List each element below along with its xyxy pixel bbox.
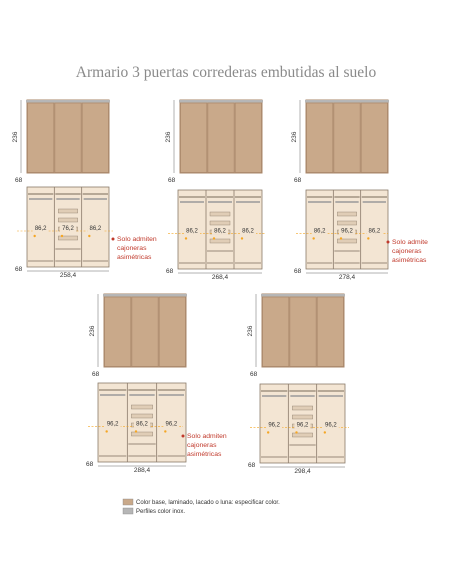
accent-dot <box>367 237 369 239</box>
top-profile <box>261 294 345 297</box>
module-width-label: 96,2 <box>324 422 337 429</box>
module-width-label: 86,2 <box>186 228 198 235</box>
interior-depth-label: 68 <box>166 268 174 275</box>
height-label: 236 <box>165 131 172 143</box>
accent-dot <box>324 431 326 433</box>
accent-dot <box>267 431 269 433</box>
note-text: asimétricas <box>117 254 152 261</box>
sliding-door <box>263 297 289 367</box>
sliding-door <box>334 103 360 173</box>
sliding-door <box>55 103 81 173</box>
note-text: Solo admiten <box>117 236 157 243</box>
interior-depth-label: 68 <box>294 268 302 275</box>
note-text: cajoneras <box>392 248 422 255</box>
drawer <box>337 221 356 225</box>
height-label: 236 <box>12 131 19 143</box>
accent-dot <box>340 237 342 239</box>
note-marker <box>112 238 115 241</box>
note-text: Solo admiten <box>187 433 227 440</box>
depth-label: 68 <box>168 177 176 184</box>
sliding-door <box>317 297 343 367</box>
drawer <box>210 221 230 225</box>
module-width-label: 96,2 <box>165 421 178 428</box>
wardrobe-unit-5 <box>247 294 349 475</box>
accent-dot <box>241 237 243 239</box>
depth-label: 68 <box>294 177 302 184</box>
module-width-label: 86,2 <box>89 226 102 232</box>
sliding-door <box>235 103 261 173</box>
drawer <box>210 212 230 216</box>
depth-label: 68 <box>15 177 23 184</box>
wardrobe-unit-2 <box>165 100 266 281</box>
height-label: 236 <box>247 325 254 337</box>
note-text: cajoneras <box>117 245 147 252</box>
note-text: asimétricas <box>187 451 222 458</box>
module-width-label: 86,2 <box>242 228 254 235</box>
note-text: Solo admite <box>392 239 428 246</box>
wardrobe-unit-4 <box>86 294 227 474</box>
module-width-label: 76,2 <box>62 226 74 232</box>
accent-dot <box>185 237 187 239</box>
sliding-door <box>159 297 185 367</box>
drawer <box>58 209 77 213</box>
wardrobe-unit-3 <box>291 100 428 281</box>
wardrobe-unit-1 <box>12 100 157 279</box>
accent-dot <box>33 235 35 237</box>
sliding-door <box>181 103 207 173</box>
accent-dot <box>213 237 215 239</box>
drawer <box>58 218 77 222</box>
module-width-label: 96,2 <box>341 228 353 235</box>
legend-label: Color base, laminado, lacado o luna: especificar color. <box>136 500 280 506</box>
module-width-label: 86,2 <box>313 228 326 235</box>
depth-label: 68 <box>250 371 258 378</box>
legend-swatch <box>123 508 133 514</box>
module-width-label: 86,2 <box>368 228 381 235</box>
sliding-door <box>208 103 234 173</box>
note-text: cajoneras <box>187 442 217 449</box>
top-profile <box>103 294 187 297</box>
legend <box>123 499 280 515</box>
module-width-label: 96,2 <box>296 422 309 429</box>
note-marker <box>182 435 185 438</box>
legend-label: Perfiles color inox. <box>136 509 186 515</box>
interior-depth-label: 68 <box>15 266 23 273</box>
drawer <box>210 239 230 243</box>
height-label: 236 <box>291 131 298 143</box>
width-label: 268,4 <box>211 274 229 281</box>
module-width-label: 86,2 <box>136 421 148 428</box>
sliding-door <box>361 103 387 173</box>
note-marker <box>387 241 390 244</box>
interior-depth-label: 68 <box>86 461 94 468</box>
top-profile <box>179 100 263 103</box>
accent-dot <box>61 235 63 237</box>
drawer <box>292 415 312 419</box>
drawer <box>131 405 152 409</box>
module-width-label: 86,2 <box>214 228 226 235</box>
drawer <box>131 432 152 436</box>
width-label: 258,4 <box>59 272 77 279</box>
top-profile <box>26 100 110 103</box>
top-profile <box>305 100 389 103</box>
accent-dot <box>312 237 314 239</box>
width-label: 298,4 <box>294 468 311 475</box>
drawer <box>337 212 356 216</box>
sliding-door <box>307 103 333 173</box>
sliding-door <box>28 103 54 173</box>
accent-dot <box>88 235 90 237</box>
drawer <box>131 414 152 418</box>
sliding-door <box>82 103 108 173</box>
height-label: 236 <box>89 325 96 337</box>
accent-dot <box>164 430 166 432</box>
accent-dot <box>105 430 107 432</box>
accent-dot <box>295 431 297 433</box>
legend-swatch <box>123 499 133 505</box>
accent-dot <box>135 430 137 432</box>
sliding-door <box>105 297 131 367</box>
sliding-door <box>132 297 158 367</box>
module-width-label: 96,2 <box>268 422 281 429</box>
module-width-label: 86,2 <box>34 226 47 232</box>
drawer <box>292 433 312 437</box>
drawer <box>337 239 356 243</box>
drawer <box>292 406 312 410</box>
width-label: 278,4 <box>338 274 356 281</box>
page-title: Armario 3 puertas correderas embutidas al suelo <box>75 64 377 81</box>
interior-depth-label: 68 <box>248 462 256 469</box>
note-text: asimétricas <box>392 257 427 264</box>
module-width-label: 96,2 <box>106 421 119 428</box>
sliding-door <box>290 297 316 367</box>
depth-label: 68 <box>92 371 100 378</box>
width-label: 288,4 <box>133 467 151 474</box>
